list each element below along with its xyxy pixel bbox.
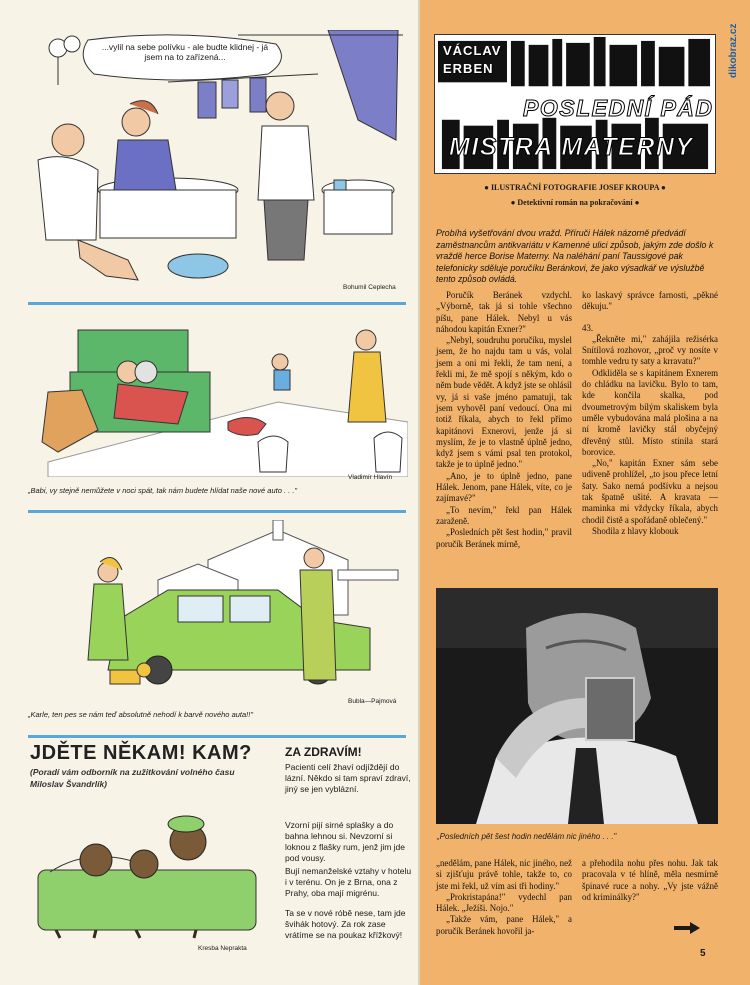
feature-subtitle: (Poradí vám odborník na zužitkování volného času Miloslav Švandrlík) <box>30 767 235 789</box>
cartoon-2-drawing <box>18 312 408 477</box>
photo-credit: ● ILUSTRAČNÍ FOTOGRAFIE JOSEF KROUPA ● <box>484 183 666 192</box>
paragraph: a přehodila nohu přes nohu. Jak tak pracovala v té hlíně, měla nesmírně špinavé ruce a nohy. „Vy jste vážně od kriminálky?" <box>582 858 718 902</box>
story-column-1 <box>436 290 572 550</box>
site-watermark: dikobraz.cz <box>728 23 739 79</box>
paragraph: Odkliděla se s kapitánem Exnerem do chládku na lavičku. Bylo to tam, kde končila skalka, pod dvoumetrovým bílým skaliskem byla uměle vybudována malá plošina a na ní kromě lavičky stál obyčejný dřevěný stůl. Místo stínila stará borovice. <box>582 367 718 457</box>
story-column-3 <box>436 858 572 937</box>
divider-1 <box>28 302 406 305</box>
story-title-line-2: MISTRA MATERNY <box>449 133 694 161</box>
divider-3 <box>28 735 406 738</box>
story-title-line-1: POSLEDNÍ PÁD <box>523 95 714 121</box>
cartoon-2-signature: Vladimír Hlavín <box>348 474 393 481</box>
poem-stanza-1: Pacienti celí žhaví odjíždějí do lázní. Někdo si tam spraví zdraví, jiný se jen vyblázní. <box>285 762 411 794</box>
cartoon-2-caption: „Babi, vy stejně nemůžete v noci spát, tak nám budete hlídat naše nové auto . . ." <box>28 486 298 495</box>
story-photo <box>436 588 718 824</box>
cartoon-3 <box>18 520 408 725</box>
pointing-hand-icon <box>672 920 702 936</box>
story-title-block <box>434 34 716 174</box>
paragraph: „Nebyl, soudruhu poručíku, myslel jsem, že ho najdu tam u vás, volal jsem a oni mi řekli, že tam není, a řekli mi, že mě spojí s někým, kdo o něm bude vědět. A když jste se ohlásil vy, já si vaše jméno pamatuji, tak jsem vyhověl paní vedoucí. Ona mi totiž říkala, abych to řekl přímo kapitánovi Exnerovi, jenže já si myslím, že je to vlastně úplně jedno, když jsem s vámi psal ten protokol, takže je to úplně jedno." <box>436 335 572 470</box>
cartoon-1-drawing <box>18 30 408 292</box>
paragraph: ko laskavý správce farnosti, „pěkné děkuju." <box>582 290 718 312</box>
cartoon-3-caption: „Karle, ten pes se nám teď absolutně nehodí k barvě nového auta!!" <box>28 710 253 719</box>
page-number: 5 <box>700 948 706 959</box>
cartoon-3-signature: Bubla—Pajmová <box>348 698 397 705</box>
cartoon-1-speech: ...vylil na sebe polívku - ale budte klidnej - já jsem na to zařízená... <box>101 42 269 62</box>
paragraph: Shodila z hlavy klobouk <box>592 525 679 536</box>
poem-stanza-3: Bují nemanželské vztahy v hotelu i v terénu. On je z Brna, ona z Prahy, oba mají migrénu. <box>285 866 412 898</box>
paragraph: „Prokristapána!" vydechl pan Hálek. „Ježíši. Nojo." <box>436 891 572 914</box>
photo-caption: „Posledních pět šest hodin nedělám nic jiného . . ." <box>437 832 617 841</box>
chapter-number: 43. <box>582 322 594 333</box>
story-column-4 <box>582 858 718 903</box>
author-first-name: VÁCLAV <box>443 43 502 58</box>
cartoon-1 <box>18 30 408 292</box>
poem-stanza-4: Ta se v nové róbě nese, tam jde švihák hotový. Za rok zase vrátíme se na poukaz křížkový! <box>285 908 406 940</box>
paragraph: „Posledních pět šest hodin," pravil poručík Beránek mírně, <box>436 527 572 549</box>
feature-title: JDĚTE NĚKAM! KAM? <box>30 742 252 764</box>
neprakta-drawing <box>36 812 261 940</box>
poem-stanza-2: Vzorní pijí sirné splašky a do bahna lehnou si. Nevzorní si loknou z flašky rum, jenž jim jde pod vousy. <box>285 820 405 863</box>
cartoon-3-drawing <box>18 520 408 700</box>
paragraph: „Řekněte mi," zahájila režisérka Snítilová rozhovor, „proč vy nosíte v tomhle vedru ty saty a krravatu?" <box>582 333 718 367</box>
serial-note: ● Detektivní román na pokračování ● <box>510 198 640 207</box>
paragraph: „No," kapitán Exner sám sebe udiveně prohlížel, „to jsou přece letní šaty. Sako nemá podšívku a nejsou tak špatně ušité. A kravata — maminka mi vždycky říkala, abych chodil čistě a spořádaně oblečený." <box>582 458 718 525</box>
cartoon-1-signature: Bohumil Ceplecha <box>343 284 396 291</box>
paragraph: „nedělám, pane Hálek, nic jiného, než si zjišťuju právě tohle, takže to, co jste mi řekl, už vím asi tři hodiny." <box>436 858 572 891</box>
cartoon-2 <box>18 312 408 502</box>
drinking-man-photo <box>436 588 718 824</box>
paragraph: „Takže vám, pane Hálek," a poručík Beránek hovořil ja- <box>436 914 572 936</box>
author-last-name: ERBEN <box>443 61 494 76</box>
drawing-credit: Kresba Neprakta <box>198 945 247 952</box>
paragraph: Poručík Beránek vzdychl. „Výborně, tak já si tohle všechno píšu, pane Hálek. Nebyl u vás náhodou kapitán Exner?" <box>436 290 572 334</box>
paragraph: „To nevím," řekl pan Hálek zaraženě. <box>436 504 572 526</box>
poem-title: ZA ZDRAVÍM! <box>285 745 362 759</box>
story-intro: Probíhá vyšetřování dvou vražd. Příruči Hálek názorně předvádí zaměstnancům antikvariátu v Kamenné ulici způsob, jakým zde došlo k vraždě herce Borise Materny. Na naléhání paní Taussigové pak telefonicky sděluje poručíku Beránkovi, že jako výsadkář ve výslužbě tento způsob ovládá. <box>436 228 714 284</box>
divider-2 <box>28 510 406 513</box>
story-column-2 <box>582 290 718 537</box>
paragraph: „Ano, je to úplně jedno, pane Hálek. Jenom, pane Hálek, víte, co je zajímavé?" <box>436 470 572 504</box>
